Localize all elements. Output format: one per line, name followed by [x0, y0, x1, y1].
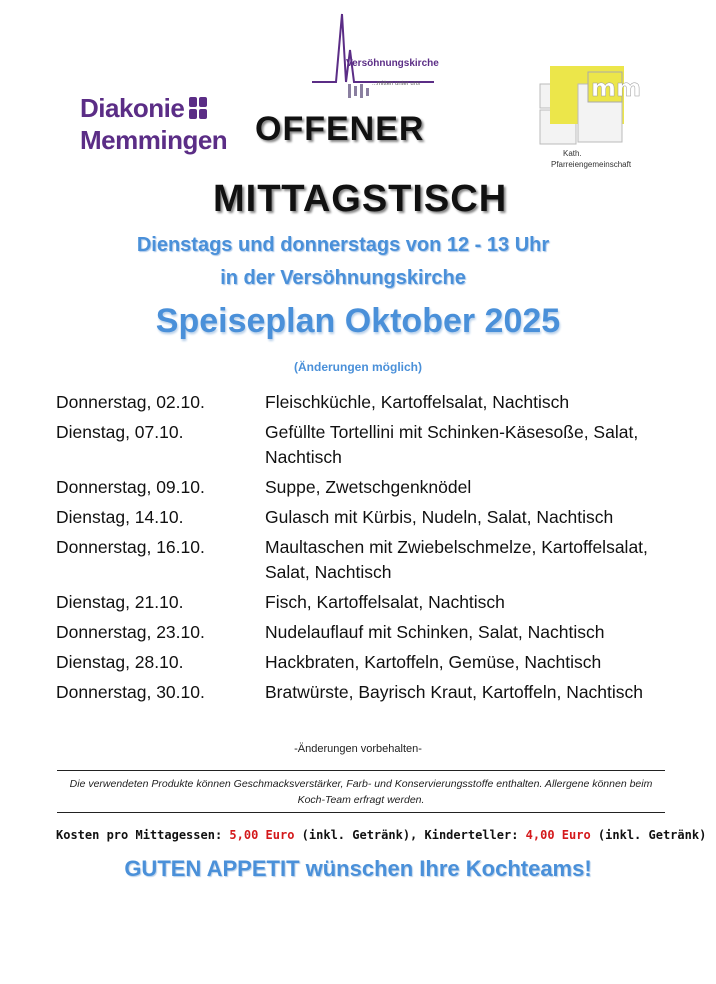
- menu-row: [56, 475, 656, 500]
- menu-food: Fisch, Kartoffelsalat, Nachtisch: [265, 592, 505, 612]
- menu-food: Gulasch mit Kürbis, Nudeln, Salat, Nachtisch: [265, 507, 614, 527]
- menu-row: [56, 650, 656, 675]
- menu-list: [56, 390, 656, 710]
- menu-day: Dienstag, 28.10.: [56, 652, 184, 672]
- menu-row: [56, 505, 656, 530]
- menu-food: Suppe, Zwetschgenknödel: [265, 477, 472, 497]
- kids-value: 4,00 Euro: [525, 828, 591, 842]
- menu-row: [56, 590, 656, 615]
- cost-label: Kosten pro Mittagessen:: [56, 828, 223, 842]
- menu-food: Nudelauflauf mit Schinken, Salat, Nachtisch: [265, 622, 605, 642]
- location-text: in der Versöhnungskirche: [220, 267, 466, 289]
- diakonie-city: Memmingen: [80, 125, 228, 155]
- menu-row: [56, 535, 656, 585]
- diakonie-logo: [80, 92, 227, 156]
- kath-line-1: Kath.: [563, 149, 582, 158]
- menu-food: Hackbraten, Kartoffeln, Gemüse, Nachtisch: [265, 652, 602, 672]
- church-tagline: ...mitten unter uns: [372, 81, 421, 87]
- changes-reserved-note: -Änderungen vorbehalten-: [294, 743, 422, 755]
- diakonie-name: Diakonie: [80, 93, 185, 123]
- kids-incl: (inkl. Getränk): [597, 828, 707, 842]
- menu-day: Donnerstag, 02.10.: [56, 392, 205, 412]
- divider-bottom: [57, 812, 665, 813]
- title-line-2: MITTAGSTISCH: [213, 178, 508, 220]
- title-line-1: OFFENER: [255, 110, 425, 148]
- church-logo-icon: [308, 10, 438, 102]
- menu-row: [56, 390, 656, 415]
- church-name: Versöhnungskirche: [346, 58, 439, 69]
- divider-top: [57, 770, 665, 771]
- cost-value: 5,00 Euro: [229, 828, 295, 842]
- menu-food: Gefüllte Tortellini mit Schinken-Käsesoße, Salat, Nachtisch: [265, 422, 639, 467]
- menu-day: Dienstag, 14.10.: [56, 507, 184, 527]
- changes-possible-note: (Änderungen möglich): [294, 360, 422, 374]
- menu-food: Bratwürste, Bayrisch Kraut, Kartoffeln, Nachtisch: [265, 682, 644, 702]
- menu-day: Donnerstag, 23.10.: [56, 622, 205, 642]
- costs-line: [56, 828, 706, 842]
- kids-label: Kinderteller:: [424, 828, 519, 842]
- allergy-note: Die verwendeten Produkte können Geschmacksverstärker, Farb- und Konservierungsstoffe enthalten. Allergene können beim Koch-Team erfragt werden.: [69, 778, 653, 806]
- kath-text: [551, 148, 631, 170]
- menu-row: [56, 420, 656, 470]
- menu-day: Dienstag, 21.10.: [56, 592, 184, 612]
- menu-day: Donnerstag, 30.10.: [56, 682, 205, 702]
- cost-incl: (inkl. Getränk),: [301, 828, 418, 842]
- menu-row: [56, 620, 656, 645]
- menu-day: Donnerstag, 09.10.: [56, 477, 205, 497]
- kath-mark-text: mm: [591, 74, 642, 102]
- menu-food: Maultaschen mit Zwiebelschmelze, Kartoffelsalat, Salat, Nachtisch: [265, 537, 648, 582]
- menu-row: [56, 680, 656, 705]
- plan-title: Speiseplan Oktober 2025: [155, 302, 561, 340]
- schedule-text: Dienstags und donnerstags von 12 - 13 Uhr: [136, 234, 550, 256]
- menu-food: Fleischküchle, Kartoffelsalat, Nachtisch: [265, 392, 570, 412]
- menu-day: Donnerstag, 16.10.: [56, 537, 205, 557]
- closing-message: GUTEN APPETIT wünschen Ihre Kochteams!: [124, 856, 592, 881]
- menu-day: Dienstag, 07.10.: [56, 422, 184, 442]
- diakonie-cross-icon: [189, 97, 207, 119]
- kath-logo-icon: [540, 66, 642, 146]
- kath-line-2: Pfarreiengemeinschaft: [551, 160, 632, 169]
